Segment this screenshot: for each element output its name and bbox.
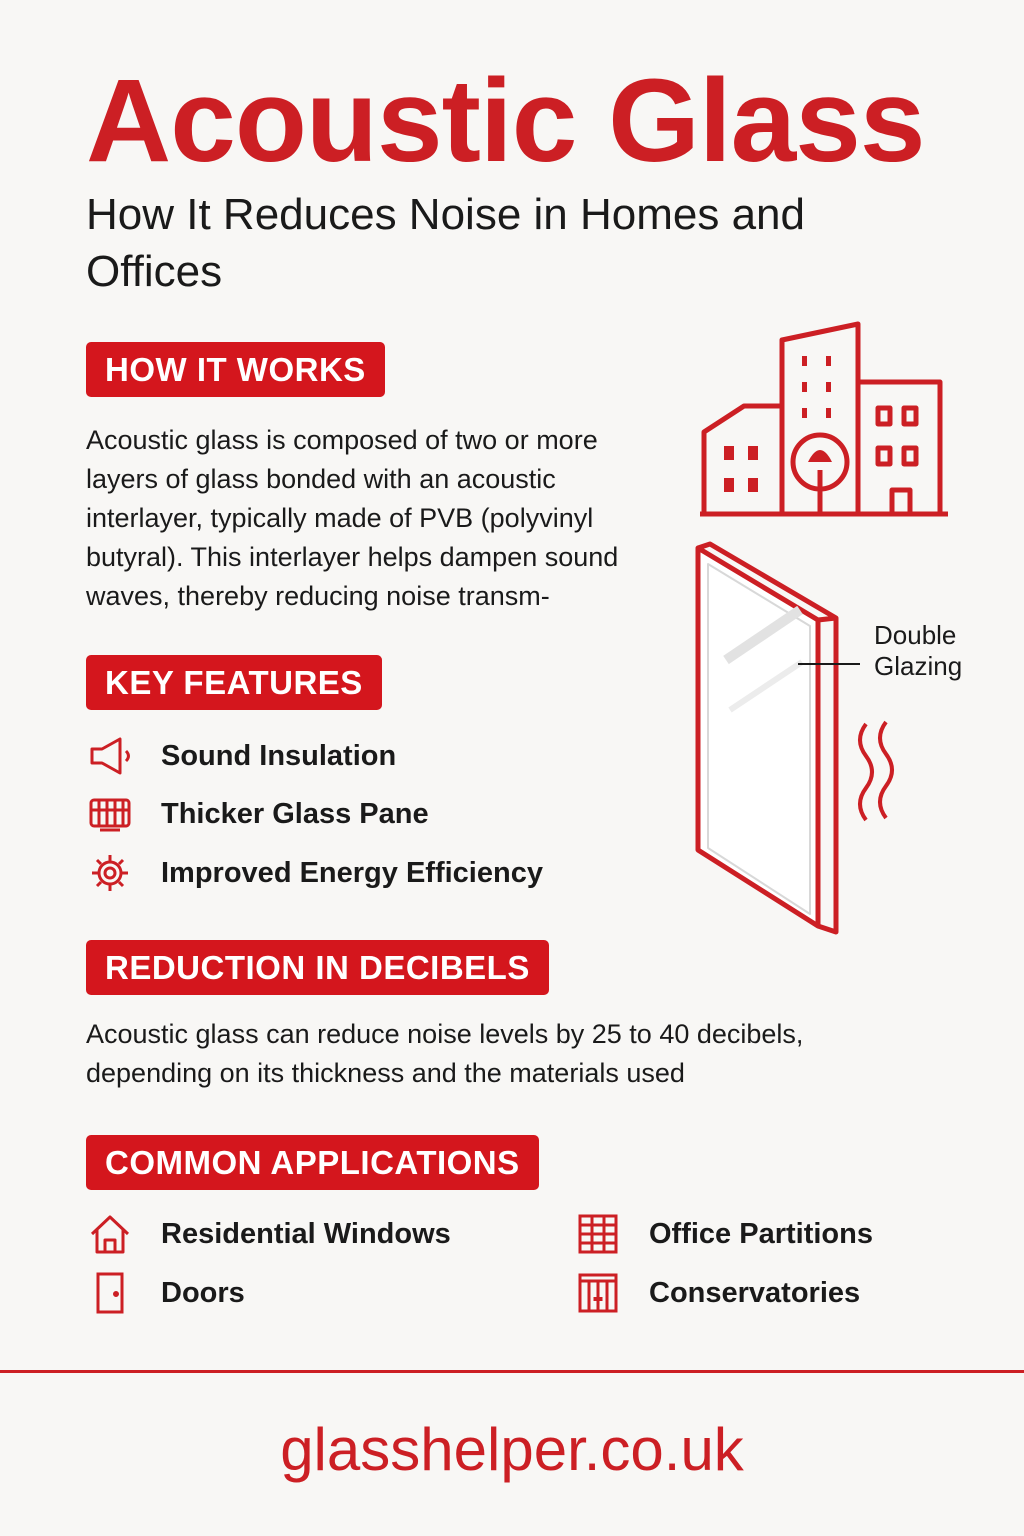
page-subtitle: How It Reduces Noise in Homes and Offices: [86, 190, 805, 296]
application-item: [88, 1273, 528, 1313]
glass-pane-illustration: [690, 540, 920, 940]
how-it-works-heading: HOW IT WORKS: [86, 342, 385, 397]
office-partition-icon: [576, 1212, 620, 1256]
footer-url[interactable]: glasshelper.co.uk: [280, 1416, 744, 1483]
feature-label: Thicker Glass Pane: [161, 797, 429, 830]
how-it-works-line: Acoustic glass is composed of two or more: [86, 425, 598, 455]
speaker-icon: [88, 734, 132, 778]
application-label: Office Partitions: [649, 1217, 873, 1250]
application-label: Residential Windows: [161, 1217, 451, 1250]
how-it-works-line: layers of glass bonded with an acoustic: [86, 464, 556, 494]
door-icon: [88, 1271, 132, 1315]
glazing-label-line: Glazing: [874, 651, 963, 681]
house-icon: [88, 1212, 132, 1256]
how-it-works-line: butyral). This interlayer helps dampen sound: [86, 542, 619, 572]
gear-icon: [88, 851, 132, 895]
application-item: [576, 1214, 996, 1254]
glass-pane-icon: [88, 792, 132, 836]
buildings-icon: [696, 320, 952, 520]
reduction-line: depending on its thickness and the materials used: [86, 1058, 685, 1088]
page-title: Acoustic Glass: [86, 55, 925, 187]
reduction-line: Acoustic glass can reduce noise levels by 25 to 40 decibels,: [86, 1019, 804, 1049]
feature-item: [88, 853, 608, 893]
feature-label: Improved Energy Efficiency: [161, 856, 543, 889]
glazing-label: [874, 620, 994, 682]
footer-divider: [0, 1370, 1024, 1373]
application-label: Conservatories: [649, 1276, 861, 1309]
key-features-heading: KEY FEATURES: [86, 655, 382, 710]
feature-label: Sound Insulation: [161, 739, 397, 772]
applications-heading: COMMON APPLICATIONS: [86, 1135, 539, 1190]
how-it-works-line: interlayer, typically made of PVB (polyvinyl: [86, 503, 594, 533]
conservatory-icon: [576, 1271, 620, 1315]
reduction-text: [86, 1015, 946, 1093]
application-label: Doors: [161, 1276, 245, 1309]
application-item: [88, 1214, 528, 1254]
feature-item: [88, 736, 608, 776]
feature-item: [88, 794, 608, 834]
how-it-works-text: [86, 421, 666, 616]
how-it-works-line: waves, thereby reducing noise transm-: [86, 581, 550, 611]
application-item: [576, 1273, 996, 1313]
reduction-heading: REDUCTION IN DECIBELS: [86, 940, 549, 995]
glazing-label-line: Double: [874, 620, 957, 650]
